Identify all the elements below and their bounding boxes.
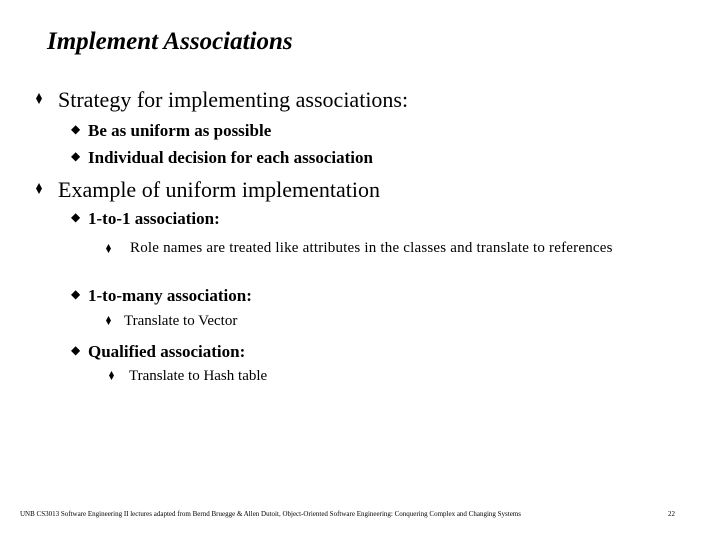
slide-footer: UNB CS3013 Software Engineering II lectures adapted from Bernd Bruegge & Allen Dutoit, Object-Oriented Software Engineering: Conquering Complex and Changing Systems: [20, 510, 521, 518]
slide-title: Implement Associations: [47, 28, 293, 55]
small-diamond-bullet-icon: ◆: [71, 210, 81, 224]
bullet-strategy: [58, 87, 408, 113]
small-diamond-bullet-icon: ◆: [71, 287, 81, 301]
small-diamond-bullet-icon: ◆: [71, 343, 81, 357]
sub-sub-bullet-text: Translate to Hash table: [129, 368, 268, 384]
sub-bullet-individual: [71, 148, 373, 168]
sub-bullet-one-to-many: [71, 286, 252, 306]
page-number: 22: [668, 510, 675, 518]
sub-bullet-text: Qualified association:: [88, 342, 246, 361]
sub-sub-bullet-hash-table: [129, 368, 267, 385]
diamond-bullet-icon: [106, 244, 111, 253]
sub-bullet-text: Individual decision for each association: [88, 148, 373, 167]
diamond-bullet-icon: [36, 183, 42, 194]
sub-bullet-text: 1-to-1 association:: [88, 209, 220, 228]
sub-sub-bullet-text: Role names are treated like attributes in the classes and translate to references: [130, 240, 613, 256]
sub-bullet-one-to-one: [71, 209, 220, 229]
small-diamond-bullet-icon: ◆: [71, 122, 81, 136]
diamond-bullet-icon: [106, 316, 111, 325]
sub-sub-bullet-vector: [124, 313, 237, 330]
sub-sub-bullet-role-names: [124, 238, 684, 258]
bullet-text: Example of uniform implementation: [58, 177, 380, 202]
sub-bullet-qualified: [71, 342, 246, 362]
sub-bullet-text: Be as uniform as possible: [88, 121, 272, 140]
sub-sub-bullet-text: Translate to Vector: [124, 313, 238, 329]
bullet-example: [58, 177, 380, 203]
sub-bullet-uniform: [71, 121, 272, 141]
diamond-bullet-icon: [109, 371, 114, 380]
diamond-bullet-icon: [36, 93, 42, 104]
sub-bullet-text: 1-to-many association:: [88, 286, 252, 305]
small-diamond-bullet-icon: ◆: [71, 149, 81, 163]
bullet-text: Strategy for implementing associations:: [58, 87, 409, 112]
